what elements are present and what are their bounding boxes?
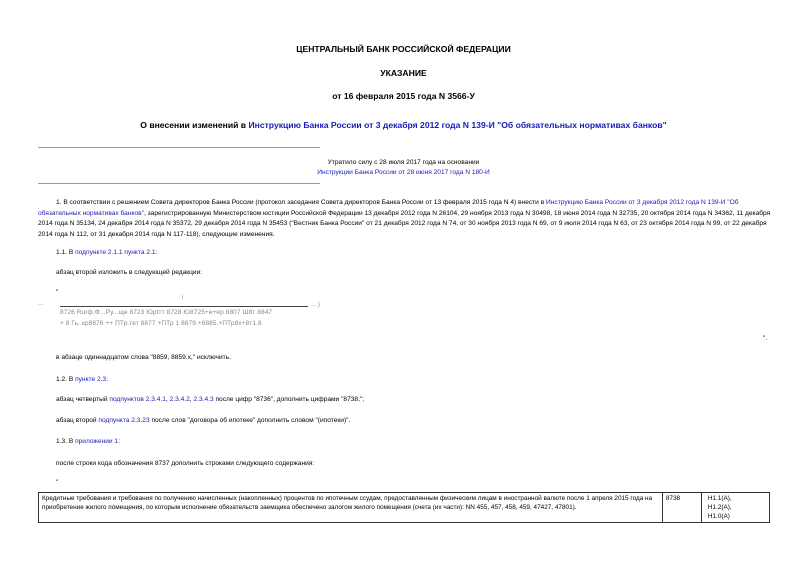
abzac-4-link-1[interactable]: подпунктов 2.3.4.1 bbox=[109, 396, 166, 403]
abzac-4-text bbox=[56, 395, 364, 406]
item-1-1 bbox=[56, 248, 157, 259]
item-1-3 bbox=[56, 437, 120, 448]
item-1-2-prefix: 1.2. В bbox=[56, 376, 76, 383]
formula-line-1: 8726 Rurф.Ф...Ру...ще 8723 Юрtтт 8728 Ю8725+е+ер 8807 Ш8т 8847 bbox=[60, 309, 273, 316]
quote-open: " bbox=[56, 289, 59, 296]
status-link[interactable]: Инструкции Банка России от 28 июня 2017 года N 180-И bbox=[317, 169, 490, 176]
formula-line-2: + 8 Гь..кр8876 ++ ПТр.тет 8877 +ПТр 1 8879.+8885.+ПТр8х+8т1.8 bbox=[60, 320, 262, 327]
doc-type: УКАЗАНИЕ bbox=[380, 68, 427, 78]
abzac-2b-prefix: абзац второй bbox=[56, 417, 99, 424]
table-norm-1: Н1.1(А), bbox=[707, 495, 732, 502]
status-rule-bottom bbox=[38, 183, 320, 184]
quote-close: ". bbox=[763, 335, 768, 342]
formula-right-mark: ...) bbox=[312, 301, 320, 308]
doc-date-number: от 16 февраля 2015 года N 3566-У bbox=[332, 91, 475, 101]
item-1-2-suffix: : bbox=[106, 376, 108, 383]
table-row bbox=[39, 493, 770, 523]
table-cell-code: 8738 bbox=[662, 493, 701, 523]
codes-table bbox=[38, 492, 770, 523]
paragraph-1-text-a: 1. В соответствии с решением Совета директоров Банка России (протокол заседания Совета директоров Банка России от 13 февраля 2015 года N 4) внести в bbox=[56, 199, 547, 206]
abzac-4-sep-1: , bbox=[165, 396, 170, 403]
paragraph-1-text-b: , зарегистрированную Министерством юстиции Российской Федерации 13 декабря 2012 года N 26104, 29 ноября 2013 года N 30498, 18 июня 2014 года N 32735, 20 октября 2014 года N 34362, 11 декабря 2014 года N 35134, 24 декабря 2014 года N 35372, 29 декабря 2014 года N 35453 ("Вестник Банка России" от 21 декабря 2012 года N 74, от 30 ноября 2013 года N 69, от 9 июля 2014 года N 63, от 23 октября 2014 года N 99, от 22 декабря 2014 года N 112, от 31 декабря 2014 года N 117-118), следующие изменения. bbox=[38, 209, 771, 238]
after-row-text: после строки кода обозначения 8737 дополнить строками следующего содержания: bbox=[56, 460, 315, 467]
abzac-4-link-3[interactable]: 2.3.4.3 bbox=[193, 396, 214, 403]
abzac-11-text: в абзаце одиннадцатом слова "8859, 8859.х," исключить. bbox=[56, 354, 231, 361]
item-1-2-link[interactable]: пункте 2.3 bbox=[75, 376, 107, 383]
item-1-3-prefix: 1.3. В bbox=[56, 438, 76, 445]
item-1-1-prefix: 1.1. В bbox=[56, 249, 76, 256]
table-norm-3: Н1.0(А) bbox=[707, 513, 730, 520]
paragraph-1-link[interactable]: Инструкцию Банка России от 3 декабря 2012 года N 139-И "Об обязательных нормативах банков" bbox=[38, 199, 739, 217]
abzac-2b-text bbox=[56, 416, 350, 427]
doc-title-link[interactable]: Инструкцию Банка России от 3 декабря 2012 года N 139-И "Об обязательных нормативах банков" bbox=[248, 120, 667, 130]
table-cell-description: Кредитные требования и требования по получению начисленных (накопленных) процентов по ипотечным ссудам, предоставленным физическим лицам в иностранной валюте после 1 апреля 2015 года на приобретение жилого помещения, по которым исполнение обязательств заемщика обеспечено залогом жилого помещения (счета (их части): NN 455, 457, 458, 459, 47427, 47801). bbox=[39, 493, 663, 523]
status-line: Утратило силу с 28 июля 2017 года на основании bbox=[327, 159, 480, 166]
quote-open-2: " bbox=[56, 479, 59, 486]
abzac-4-link-2[interactable]: 2.3.4.2 bbox=[169, 396, 190, 403]
org-name: ЦЕНТРАЛЬНЫЙ БАНК РОССИЙСКОЙ ФЕДЕРАЦИИ bbox=[296, 44, 511, 54]
abzac-2b-suffix: после слов "договора об ипотеке" дополнить словом "(ипотеки)". bbox=[149, 417, 351, 424]
abzac-4-prefix: абзац четвертый bbox=[56, 396, 110, 403]
formula-sup: i bbox=[182, 295, 184, 301]
abzac-4-sep-2: , bbox=[189, 396, 194, 403]
abzac-2b-link[interactable]: подпункта 2.3.23 bbox=[98, 417, 150, 424]
item-1-3-link[interactable]: приложении 1 bbox=[75, 438, 119, 445]
table-cell-norms bbox=[701, 493, 769, 523]
doc-title-prefix: О внесении изменений в bbox=[140, 120, 249, 130]
item-1-1-link[interactable]: подпункте 2.1.1 пункта 2.1 bbox=[75, 249, 156, 256]
item-1-1-suffix: : bbox=[155, 249, 158, 256]
abzac-4-suffix: после цифр "8736", дополнить цифрами "8738,"; bbox=[213, 396, 365, 403]
formula-left-mark: ... bbox=[38, 300, 44, 307]
doc-title bbox=[0, 120, 807, 130]
abzac-2-text: абзац второй изложить в следующей редакции: bbox=[56, 269, 203, 276]
item-1-3-suffix: : bbox=[118, 438, 120, 445]
status-rule-top bbox=[38, 147, 320, 148]
item-1-2 bbox=[56, 375, 108, 386]
paragraph-1 bbox=[38, 198, 772, 240]
formula-fraction-line bbox=[60, 306, 308, 307]
table-norm-2: Н1.2(А), bbox=[707, 504, 732, 511]
